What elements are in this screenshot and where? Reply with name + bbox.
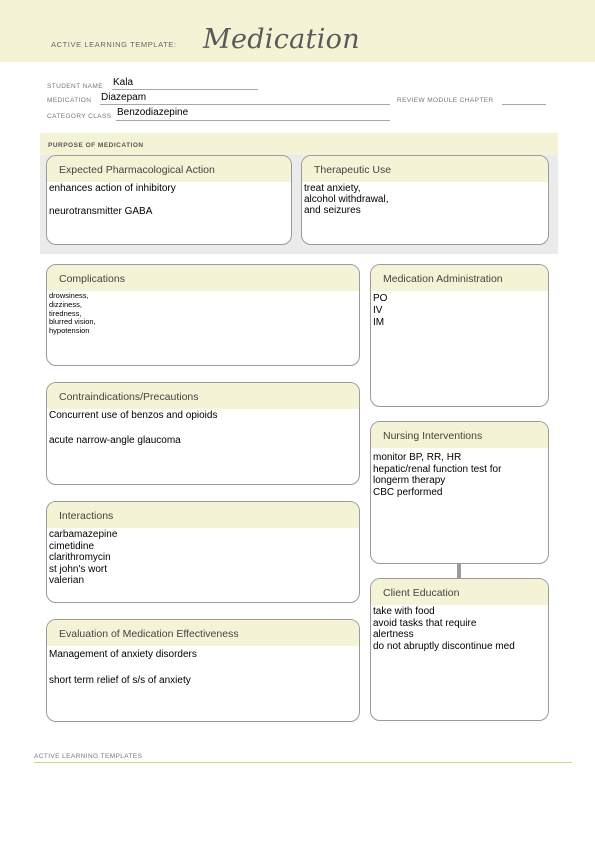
evaluation-label: Evaluation of Medication Effectiveness [47,620,359,646]
review-module-label: REVIEW MODULE CHAPTER [397,97,494,104]
purpose-title: PURPOSE OF MEDICATION [48,142,144,149]
student-name-label: STUDENT NAME [47,83,103,90]
nursing-interventions-box[interactable] [370,421,549,564]
category-class-value[interactable]: Benzodiazepine [117,107,189,118]
therapeutic-use-box[interactable] [301,155,549,245]
client-education-label: Client Education [371,579,548,605]
medication-line [100,104,390,105]
complications-text: drowsiness, dizziness, tiredness, blurred vision, hypotension [49,291,96,336]
evaluation-box[interactable] [46,619,360,722]
complications-box[interactable] [46,264,360,366]
footer-text: ACTIVE LEARNING TEMPLATES [34,753,143,760]
student-name-line [112,89,258,90]
interactions-box[interactable] [46,501,360,603]
therapeutic-use-text: treat anxiety, alcohol withdrawal, and seizures [304,183,389,216]
connector-bar [457,563,461,579]
complications-label: Complications [47,265,359,291]
therapeutic-use-label: Therapeutic Use [302,156,548,182]
review-module-line [502,104,546,105]
nursing-interventions-text: monitor BP, RR, HR hepatic/renal function test for longerm therapy CBC performed [373,452,502,498]
template-prefix: ACTIVE LEARNING TEMPLATE: [51,40,177,49]
page-title: Medication [203,24,360,55]
medication-administration-label: Medication Administration [371,265,548,291]
contraindications-label: Contraindications/Precautions [47,383,359,409]
category-class-line [116,120,390,121]
medication-value[interactable]: Diazepam [101,92,147,103]
nursing-interventions-label: Nursing Interventions [371,422,548,448]
category-class-label: CATEGORY CLASS [47,113,112,120]
expected-action-text: enhances action of inhibitory neurotransmitter GABA [49,183,176,217]
interactions-label: Interactions [47,502,359,528]
client-education-text: take with food avoid tasks that require alertness do not abruptly discontinue med [373,606,515,652]
interactions-text: carbamazepine cimetidine clarithromycin st john's wort valerian [49,529,118,586]
student-name-value[interactable]: Kala [113,77,134,88]
expected-action-label: Expected Pharmacological Action [47,156,291,182]
contraindications-text: Concurrent use of benzos and opioids acute narrow-angle glaucoma [49,410,218,446]
contraindications-box[interactable] [46,382,360,485]
evaluation-text: Management of anxiety disorders short term relief of s/s of anxiety [49,649,197,686]
medication-label: MEDICATION [47,97,92,104]
medication-administration-box[interactable] [370,264,549,407]
expected-action-box[interactable] [46,155,292,245]
medication-administration-text: PO IV IM [373,293,388,328]
client-education-box[interactable] [370,578,549,721]
footer-rule [34,762,572,763]
